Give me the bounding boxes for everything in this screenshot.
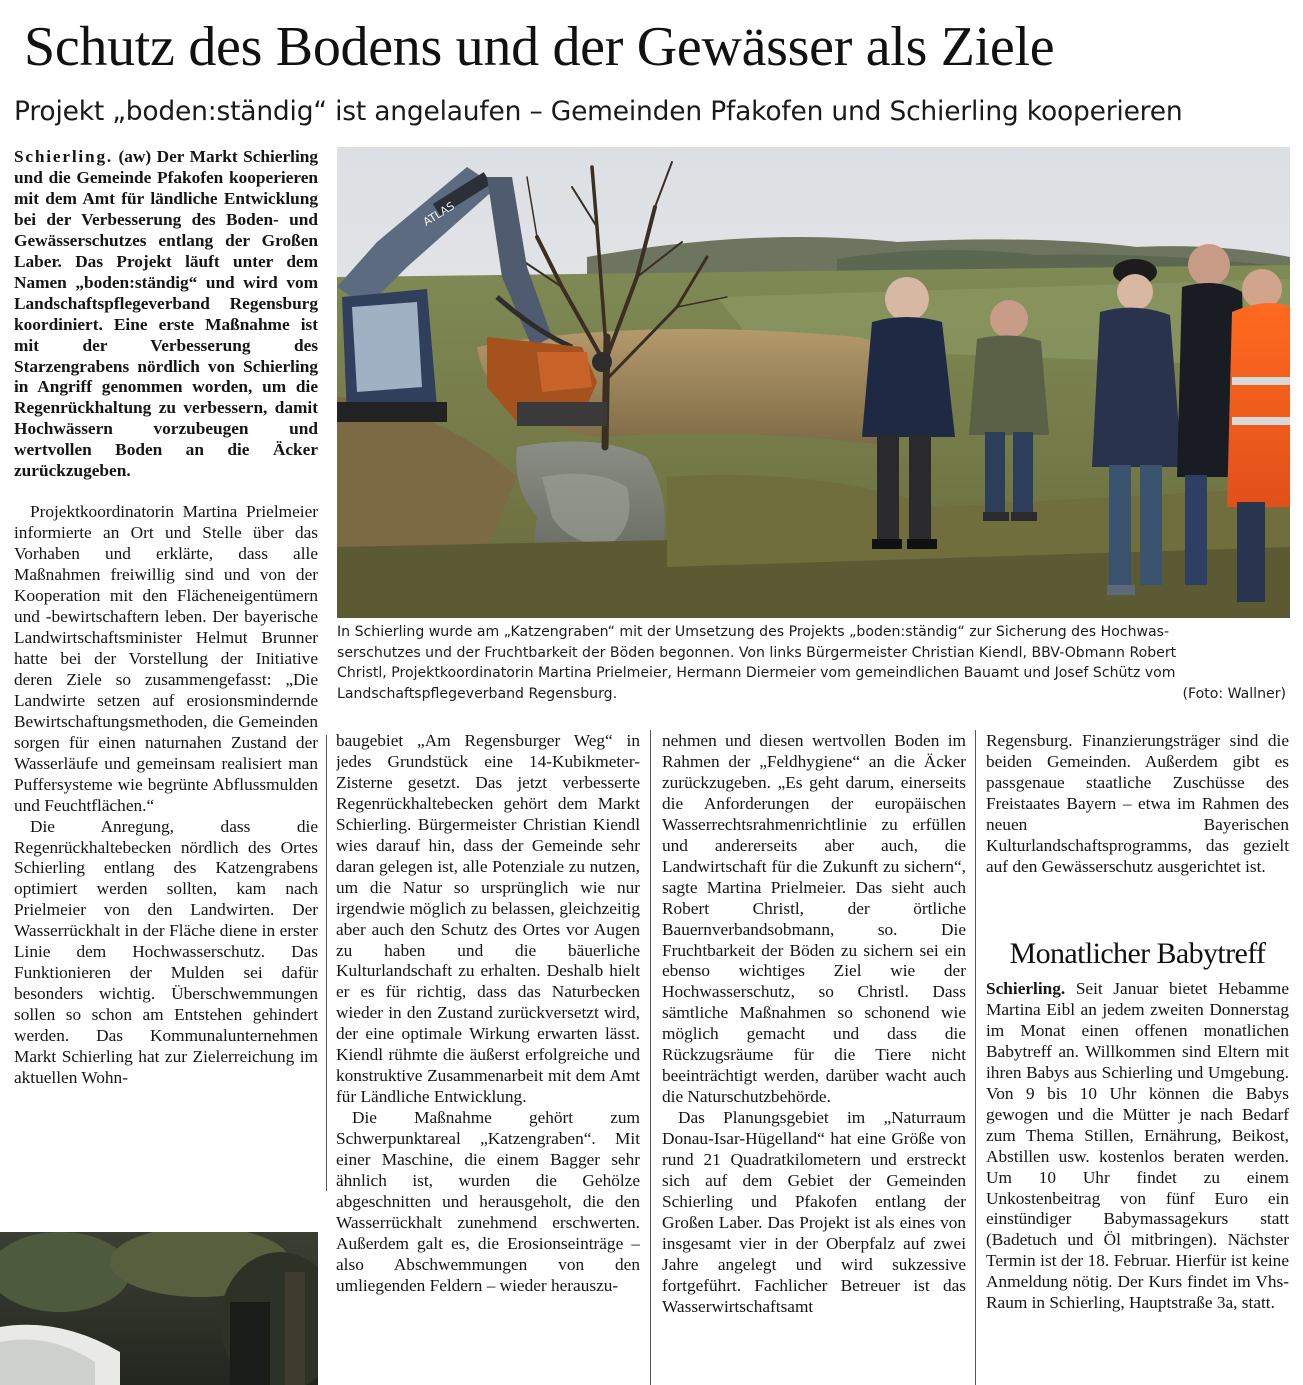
article-photo-image [337, 147, 1290, 618]
column-rule [326, 735, 327, 1191]
article-photo [337, 147, 1290, 618]
caption-line-text: Landschaftspflegeverband Regensburg. [337, 686, 618, 703]
column-rule [650, 730, 651, 1385]
sidebar-dateline: Schierling. [986, 979, 1066, 998]
body-paragraph: Die Anregung, dass die Regenrückhaltebecken nördlich des Ortes Schierling entlang des Katzengrabens optimiert werden sollten, kam nach Prielmeier von den Landwirten. Der Wasserrückhalt in der Fläche diene in erster Linie dem Hochwasserschutz. Das Funktionieren der Mulden sei dafür besonders wichtig. Überschwemmungen sollen so schon am Entstehen gehindert werden. Das Kommunalunternehmen Markt Schierling hat zur Zielerreichung im aktuellen Wohn- [14, 816, 318, 1087]
body-paragraph: baugebiet „Am Regensburger Weg“ in jedes Grundstück eine 14-Kubikmeter-Zisterne gesetzt. Das jetzt verbesserte Regenrückhaltebecken gehört dem Markt Schierling. Bürgermeister Christian Kiendl wies darauf hin, dass der Gemeinde sehr daran gelegen ist, alle Potenziale zu nutzen, um die Natur so ursprünglich wie nur irgendwie möglich zu belassen, gleichzeitig aber auch den Schutz des Ortes vor Augen zu haben und die bäuerliche Kulturlandschaft zu erhalten. Deshalb hielt er es für richtig, dass das Naturbecken wieder in den Zustand zurückversetzt wird, der eine optimale Wirkung erwarten lässt. Kiendl rühmte die äußerst erfolgreiche und konstruktive Zusammenarbeit mit dem Amt für Ländliche Entwicklung. [336, 731, 640, 1107]
body-paragraph: Das Planungsgebiet im „Naturraum Donau-Isar-Hügelland“ hat eine Größe von rund 21 Quadratkilometern und erstreckt sich auf dem Gebiet der Gemeinden Schierling und Pfakofen entlang der Großen Laber. Das Projekt ist als eines von insgesamt vier in der Oberpfalz auf zwei Jahre angelegt und wird sukzessive fortgeführt. Fachlicher Betreuer ist das Wasserwirtschaftsamt [662, 1108, 966, 1316]
machine-brand-label: ATLAS [420, 199, 457, 229]
sidebar-text: Seit Januar bietet Hebamme Martina Eibl an jedem zweiten Donnerstag im Monat einen offenen monatlichen Babytreff an. Willkommen sind Eltern mit ihren Babys aus Schierling und Umgebung. Von 9 bis 10 Uhr können die Babys gewogen und die Mütter je nach Bedarf zum Thema Stillen, Ernährung, Beikost, Abstillen usw. kostenlos beraten werden. Um 10 Uhr findet zu einem Unkostenbeitrag von fünf Euro ein einstündiger Babymassagekurs statt (Badetuch und Öl mitbringen). Nächster Termin ist der 18. Februar. Hierfür ist keine Anmeldung nötig. Der Kurs findet im Vhs-Raum in Schierling, Hauptstraße 3a, statt. [986, 979, 1289, 1313]
photo-credit: (Foto: Wallner) [1182, 686, 1286, 703]
adjacent-photo-crop [0, 1232, 318, 1385]
headline: Schutz des Bodens und der Gewässer als Ziele [24, 16, 1055, 78]
photo-caption [337, 622, 1290, 714]
body-paragraph: Regensburg. Finanzierungsträger sind die beiden Gemeinden. Außerdem gibt es passgenaue staatliche Zuschüsse des Freistaates Bayern – etwa im Rahmen des neuen Bayerischen Kulturlandschaftsprogramms, das gezielt auf den Gewässerschutz ausgerichtet ist. [986, 731, 1289, 876]
caption-line: In Schierling wurde am „Katzengraben“ mit der Umsetzung des Projekts „boden:ständig“ zur Sicherung des Hochwas- [337, 624, 1170, 640]
body-paragraph: Projektkoordinatorin Martina Prielmeier informierte an Ort und Stelle über das Vorhaben und erklärte, dass alle Maßnahmen freiwillig sind und von der Kooperation mit den Flächeneigentümern und -bewirtschaftern leben. Der bayerische Landwirtschaftsminister Helmut Brunner hatte bei der Vorstellung der Initiative deren Ziele so zusammengefasst: „Die Landwirte setzen auf erosionsmindernde Bewirtschaftungsmethoden, die Gemeinden sorgen für einen naturnahen Zustand der Wasserläufe und gemeinsam realisiert man Puffersysteme wie begrünte Abflussmulden und Feuchtflächen.“ [14, 502, 318, 815]
article-column-2 [336, 731, 640, 1385]
article-column-1 [14, 147, 318, 1190]
caption-line [337, 684, 1290, 705]
subheadline: Projekt „boden:ständig“ ist angelaufen – Gemeinden Pfakofen und Schierling kooperieren [14, 96, 1183, 127]
sidebar-headline: Monatlicher Babytreff [1009, 937, 1266, 970]
article-column-4 [986, 731, 1289, 901]
lead-paragraph [14, 147, 318, 482]
body-paragraph: nehmen und diesen wertvollen Boden im Rahmen der „Feldhygiene“ an die Äcker zurückzugeben. „Es geht darum, einerseits die Anforderungen der europäischen Wasserrechtsrahmenrichtlinie zu erfüllen und andererseits aber auch, die Landwirtschaft für die Zukunft zu sichern“, sagte Martina Prielmeier. Das sieht auch Robert Christl, der örtliche Bauernverbandsobmann, so. Die Fruchtbarkeit der Böden zu sichern sei ein ebenso wichtiges Ziel wie der Hochwasserschutz, so Christl. Dass sämtliche Maßnahmen so schonend wie möglich gemacht und dass die Rückzugsräume für die Tiere nicht beeinträchtigt werden, darüber wacht auch die Naturschutzbehörde. [662, 731, 966, 1107]
column-rule [975, 730, 976, 1385]
sidebar-body [986, 979, 1289, 1385]
body-paragraph: Die Maßnahme gehört zum Schwerpunktareal „Katzengraben“. Mit einer Maschine, die einem Bagger sehr ähnlich ist, wurden die Gehölze abgeschnitten und herausgeholt, die den Wasserrückhalt zunehmend erschwerten. Außerdem galt es, die Erosionseinträge – also Abschwemmungen von den umliegenden Feldern – wieder herauszu- [336, 1108, 640, 1295]
article-column-3 [662, 731, 966, 1385]
caption-line: Christl, Projektkoordinatorin Martina Prielmeier, Hermann Diermeier vom gemeindlichen Bauamt und Josef Schütz vom [337, 665, 1176, 682]
sidebar-paragraph [986, 979, 1289, 1314]
caption-line: serschutzes und der Fruchtbarkeit der Böden begonnen. Von links Bürgermeister Christian Kiendl, BBV-Obmann Robert [337, 644, 1177, 661]
lead-text: (aw) Der Markt Schierling und die Gemeinde Pfakofen kooperieren mit dem Amt für ländliche Entwicklung bei der Verbesserung des Boden- und Gewässerschutzes entlang der Großen Laber. Das Projekt läuft unter dem Namen „boden:ständig“ und wird vom Landschaftspflegeverband Regensburg koordiniert. Eine erste Maßnahme ist mit der Verbesserung des Starzengrabens nördlich von Schierling in Angriff genommen worden, um die Regenrückhaltung zu verbessern, damit Hochwässern vorzubeugen und wertvollen Boden an die Äcker zurückzugeben. [14, 147, 318, 481]
adjacent-photo-image [0, 1232, 318, 1385]
dateline: Schierling. [14, 147, 114, 166]
